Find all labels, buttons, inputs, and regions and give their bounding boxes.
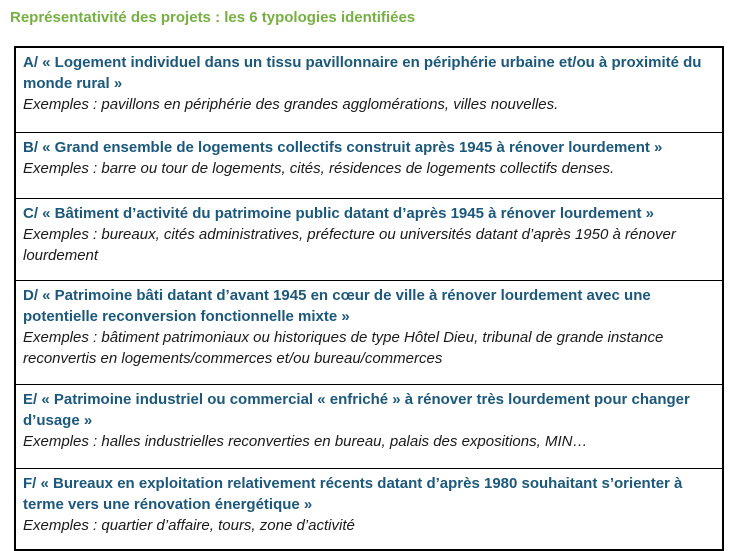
typology-row-e <box>15 385 723 469</box>
typology-row-b <box>15 133 723 199</box>
typology-heading-b: B/ « Grand ensemble de logements collectifs construit après 1945 à rénover lourdement » <box>23 139 663 156</box>
typology-examples-f: Exemples : quartier d’affaire, tours, zone d’activité <box>23 517 355 534</box>
typology-row-f <box>15 469 723 551</box>
typology-examples-d: Exemples : bâtiment patrimoniaux ou historiques de type Hôtel Dieu, tribunal de grande instance reconvertis en logements/commerces et/ou bureau/commerces <box>23 329 664 367</box>
typology-heading-f: F/ « Bureaux en exploitation relativement récents datant d’après 1980 souhaitant s’orienter à terme vers une rénovation énergétique » <box>23 475 683 513</box>
typology-examples-a: Exemples : pavillons en périphérie des grandes agglomérations, villes nouvelles. <box>23 96 559 113</box>
typology-row-a <box>15 47 723 133</box>
page-title: Représentativité des projets : les 6 typologies identifiées <box>10 9 416 26</box>
typology-heading-e: E/ « Patrimoine industriel ou commercial « enfriché » à rénover très lourdement pour changer d’usage » <box>23 391 690 429</box>
typology-examples-b: Exemples : barre ou tour de logements, cités, résidences de logements collectifs denses. <box>23 160 615 177</box>
typology-row-c <box>15 199 723 281</box>
typology-heading-d: D/ « Patrimoine bâti datant d’avant 1945 en cœur de ville à rénover lourdement avec une potentielle reconversion fonctionnelle mixte » <box>23 287 651 325</box>
typologies-table <box>14 46 724 551</box>
typology-heading-a: A/ « Logement individuel dans un tissu pavillonnaire en périphérie urbaine et/ou à proximité du monde rural » <box>23 54 702 92</box>
typology-examples-e: Exemples : halles industrielles reconverties en bureau, palais des expositions, MIN… <box>23 433 588 450</box>
typology-row-d <box>15 281 723 385</box>
typology-examples-c: Exemples : bureaux, cités administratives, préfecture ou universités datant d’après 1950 à rénover lourdement <box>23 226 676 264</box>
typology-heading-c: C/ « Bâtiment d’activité du patrimoine public datant d’après 1945 à rénover lourdement » <box>23 205 654 222</box>
